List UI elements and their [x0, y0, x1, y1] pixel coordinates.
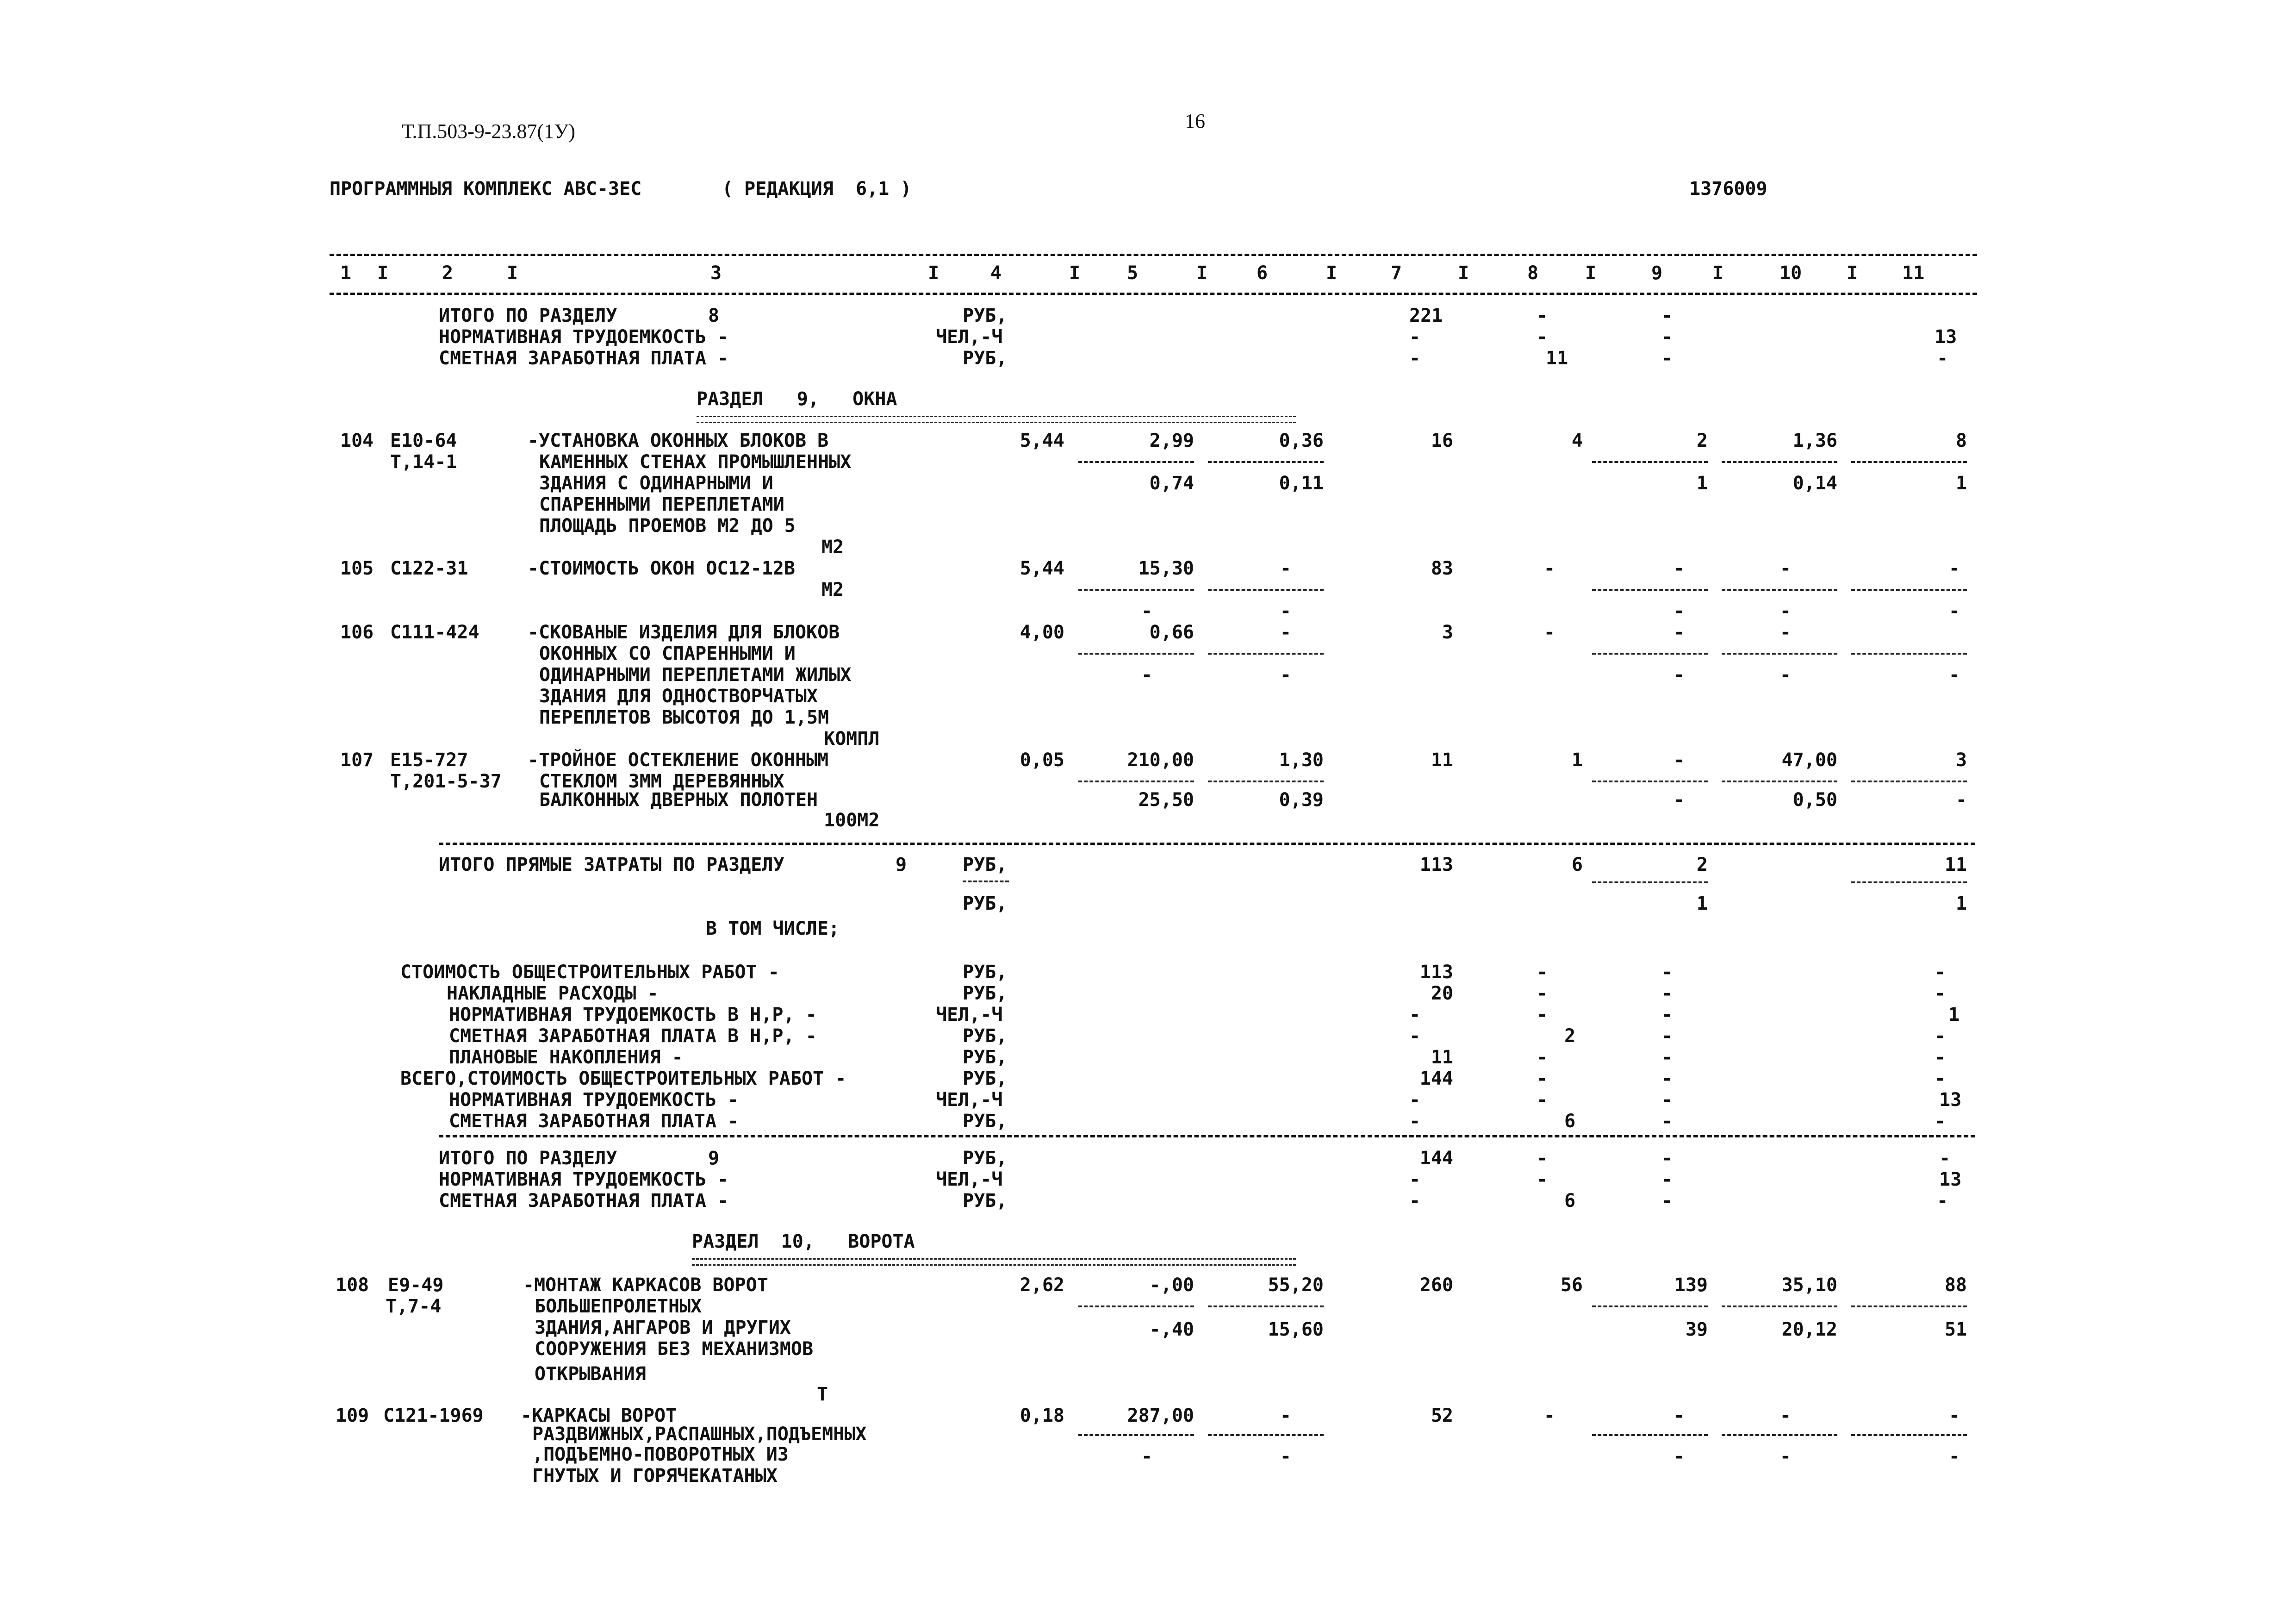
program-edition: ( РЕДАКЦИЯ 6,1 ) — [722, 178, 912, 200]
table-top-rule — [330, 254, 1977, 256]
section-title-underline — [692, 1258, 1296, 1266]
column-header: 2 — [442, 262, 454, 284]
section-title: РАЗДЕЛ 9, ОКНА — [697, 388, 897, 410]
document-id: 1376009 — [1689, 178, 1767, 200]
column-header: 7 — [1391, 262, 1402, 284]
column-header: 10 — [1780, 262, 1802, 284]
section-rule — [439, 1135, 1975, 1137]
section-title: РАЗДЕЛ 10, ВОРОТА — [692, 1231, 915, 1252]
including-label: В ТОМ ЧИСЛЕ; — [706, 918, 840, 939]
column-header: 5 — [1127, 262, 1139, 284]
section-title-underline — [697, 416, 1296, 423]
column-header: 1 — [340, 262, 352, 284]
column-header: 3 — [710, 262, 722, 284]
column-header: 9 — [1651, 262, 1663, 284]
column-header: 6 — [1257, 262, 1268, 284]
column-header: 4 — [990, 262, 1002, 284]
document-code: Т.П.503-9-23.87(1У) — [402, 120, 576, 143]
document-page: Т.П.503-9-23.87(1У) 16 ПРОГРАММНЫЯ КОМПЛЕКС АВС-3ЕС ( РЕДАКЦИЯ 6,1 ) 1376009 1 2 3 4 5 6 7 8 9 10 11 I I I I I I I I I I ИТОГО ПО РАЗДЕЛУ 8 РУБ, 221 - - НОРМАТИВНАЯ ТРУДОЕМКОСТЬ - ЧЕЛ,-Ч - - - 13 СМЕТНАЯ ЗАРАБОТНАЯ ПЛАТА - РУБ, - 11 - - РАЗДЕЛ 9, ОКНА 104 Е10-64 Т,14-1 -УСТАНОВКА ОКОННЫХ БЛОКОВ В КАМЕННЫХ СТЕНАХ ПРОМЫШЛЕННЫХ ЗДАНИЯ С ОДИНАРНЫМИ И СПАРЕННЫМИ ПЕРЕПЛЕТАМИ ПЛОЩАДЬ ПРОЕМОВ М2 ДО 5 М2 5,44 2,99 0,36 16 4 2 1,36 8 0,74 0,11 1 0,14 1 105 С122-31 -СТОИМОСТЬ ОКОН ОС12-12В М2 5,44 15,30 - 83 - - - - - - - - - 106 С111-424 -СКОВАНЫЕ ИЗДЕЛИЯ ДЛЯ БЛОКОВ ОКОННЫХ СО СПАРЕННЫМИ И ОДИНАРНЫМИ ПЕРЕПЛЕТАМИ ЖИЛЫХ ЗДАНИЯ ДЛЯ ОДНОСТВОРЧАТЫХ ПЕРЕПЛЕТОВ ВЫСОТОЯ ДО 1,5М КОМПЛ 4,00 0,66 - 3 - - - - - - - - 107 Е15-727 Т,201-5-37 -ТРОЙНОЕ ОСТЕКЛЕНИЕ ОКОННЫМ СТЕКЛОМ 3ММ ДЕРЕВЯННЫХ БАЛКОННЫХ ДВЕРНЫХ ПОЛОТЕН 100М2 0,05 210,00 1,30 11 1 - 47,00 3 25,50 0,39 - 0,50 - ИТОГО ПРЯМЫЕ ЗАТРАТЫ ПО РАЗДЕЛУ 9 РУБ, РУБ, 113 6 2 11 1 1 В ТОМ ЧИСЛЕ; СТОИМОСТЬ ОБЩЕСТРОИТЕЛЬНЫХ РАБОТ - НАКЛАДНЫЕ РАСХОДЫ - НОРМАТИВНАЯ ТРУДОЕМКОСТЬ В Н,Р, - СМЕТНАЯ ЗАРАБОТНАЯ ПЛАТА В Н,Р, - ПЛАНОВЫЕ НАКОПЛЕНИЯ - ВСЕГО,СТОИМОСТЬ ОБЩЕСТРОИТЕЛЬНЫХ РАБОТ - НОРМАТИВНАЯ ТРУДОЕМКОСТЬ - СМЕТНАЯ ЗАРАБОТНАЯ ПЛАТА - РУБ, РУБ, ЧЕЛ,-Ч РУБ, РУБ, РУБ, ЧЕЛ,-Ч РУБ, 113 20 - - 11 144 - - - - - 2 - - - 6 - - - - - - - - - - 1 - - - 13 - ИТОГО ПО РАЗДЕЛУ 9 РУБ, 144 - - - НОРМАТИВНАЯ ТРУДОЕМКОСТЬ - ЧЕЛ,-Ч - - - 13 СМЕТНАЯ ЗАРАБОТНАЯ ПЛАТА - РУБ, - 6 - - РАЗДЕЛ 10, ВОРОТА 108 Е9-49 Т,7-4 -МОНТАЖ КАРКАСОВ ВОРОТ БОЛЬШЕПРОЛЕТНЫХ ЗДАНИЯ,АНГАРОВ И ДРУГИХ СООРУЖЕНИЯ БЕЗ МЕХАНИЗМОВ ОТКРЫВАНИЯ Т 2,62 -,00 55,20 260 56 139 35,10 88 -,40 15,60 39 20,12 51 109 С121-1969 -КАРКАСЫ ВОРОТ РАЗДВИЖНЫХ,РАСПАШНЫХ,ПОДЪЕМНЫХ ,ПОДЪЕМНО-ПОВОРОТНЫХ ИЗ ГНУТЫХ И ГОРЯЧЕКАТАНЫХ 0,18 287,00 - 52 - - - - - - - - - — [0, 0, 2296, 1624]
column-header: 8 — [1527, 262, 1539, 284]
section-rule — [439, 843, 1975, 845]
program-name: ПРОГРАММНЫЯ КОМПЛЕКС АВС-3ЕС — [330, 178, 642, 200]
table-header-rule — [330, 293, 1977, 295]
column-header: 11 — [1902, 262, 1925, 284]
page-number: 16 — [1185, 110, 1205, 132]
